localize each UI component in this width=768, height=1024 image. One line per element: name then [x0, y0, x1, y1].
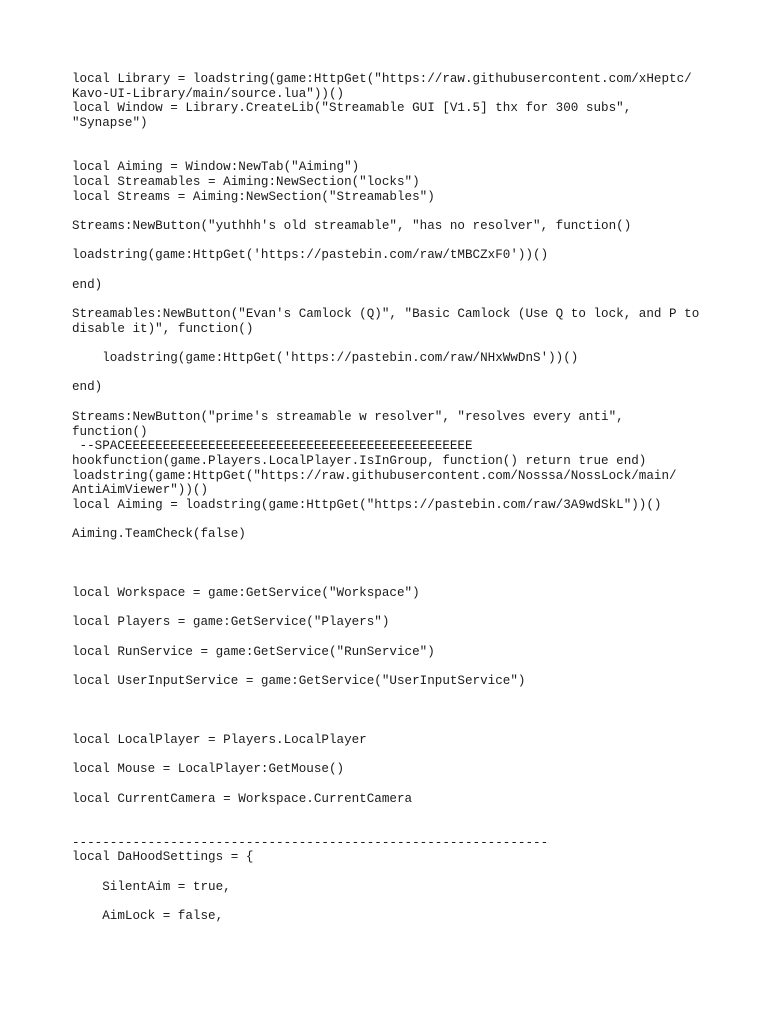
code-line: end) — [72, 277, 103, 292]
code-line: loadstring(game:HttpGet('https://pastebin.com/raw/tMBCZxF0'))() — [72, 248, 549, 263]
code-line: local Players = game:GetService("Players") — [72, 615, 390, 630]
code-line — [72, 748, 712, 763]
code-line: local UserInputService = game:GetService("UserInputService") — [72, 674, 526, 689]
code-line: local DaHoodSettings = { — [72, 850, 254, 865]
code-line — [72, 204, 712, 219]
code-line — [72, 821, 712, 836]
code-line — [72, 660, 712, 675]
code-line — [72, 571, 712, 586]
code-line: local Window = Library.CreateLib("Streamable GUI [V1.5] thx for 300 subs", — [72, 101, 632, 116]
code-line: "Synapse") — [72, 116, 148, 131]
code-line — [72, 395, 712, 410]
code-line: AimLock = false, — [72, 909, 224, 924]
code-line — [72, 704, 712, 719]
code-line: Streams:NewButton("yuthhh's old streamable", "has no resolver", function() — [72, 218, 632, 233]
code-line: Streamables:NewButton("Evan's Camlock (Q)", "Basic Camlock (Use Q to lock, and P to — [72, 307, 700, 321]
code-text-block — [72, 72, 712, 924]
code-line: disable it)", function() — [72, 321, 254, 336]
code-line — [72, 865, 712, 880]
code-line: end) — [72, 380, 103, 395]
code-line: local Streams = Aiming:NewSection("Streamables") — [72, 189, 435, 204]
code-line — [72, 777, 712, 792]
code-line: local LocalPlayer = Players.LocalPlayer — [72, 732, 367, 747]
code-line — [72, 131, 712, 146]
code-line — [72, 718, 712, 733]
code-line: function() — [72, 424, 148, 439]
code-line — [72, 292, 712, 307]
code-line: Kavo-UI-Library/main/source.lua"))() — [72, 86, 345, 101]
code-line — [72, 601, 712, 616]
code-line — [72, 557, 712, 572]
code-line — [72, 145, 712, 160]
code-line — [72, 630, 712, 645]
code-line: local Aiming = loadstring(game:HttpGet("https://pastebin.com/raw/3A9wdSkL"))() — [72, 497, 662, 512]
code-line: local Workspace = game:GetService("Workspace") — [72, 586, 420, 601]
code-line: --SPACEEEEEEEEEEEEEEEEEEEEEEEEEEEEEEEEEEEEEEEEEEEEEE — [72, 439, 473, 454]
code-line: local Mouse = LocalPlayer:GetMouse() — [72, 762, 345, 777]
code-line: Aiming.TeamCheck(false) — [72, 527, 246, 542]
code-line: loadstring(game:HttpGet("https://raw.githubusercontent.com/Nosssa/NossLock/main/ — [72, 468, 677, 483]
code-line — [72, 366, 712, 381]
code-line: Streams:NewButton("prime's streamable w resolver", "resolves every anti", — [72, 409, 624, 424]
code-line — [72, 234, 712, 249]
code-line — [72, 263, 712, 278]
code-line: hookfunction(game.Players.LocalPlayer.IsInGroup, function() return true end) — [72, 453, 647, 468]
code-line: --------------------------------------------------------------- — [72, 835, 549, 850]
code-line: loadstring(game:HttpGet('https://pastebin.com/raw/NHxWwDnS'))() — [72, 351, 579, 366]
code-line: local Streamables = Aiming:NewSection("locks") — [72, 174, 420, 189]
code-line — [72, 336, 712, 351]
code-line: local CurrentCamera = Workspace.CurrentCamera — [72, 791, 413, 806]
code-line — [72, 689, 712, 704]
code-line: SilentAim = true, — [72, 879, 231, 894]
code-line — [72, 895, 712, 910]
code-line: AntiAimViewer"))() — [72, 483, 209, 498]
code-line — [72, 542, 712, 557]
code-line — [72, 806, 712, 821]
code-line: local Aiming = Window:NewTab("Aiming") — [72, 160, 360, 175]
code-line: local Library = loadstring(game:HttpGet("https://raw.githubusercontent.com/xHeptc/ — [72, 72, 692, 86]
code-line: local RunService = game:GetService("RunService") — [72, 644, 435, 659]
code-line — [72, 513, 712, 528]
